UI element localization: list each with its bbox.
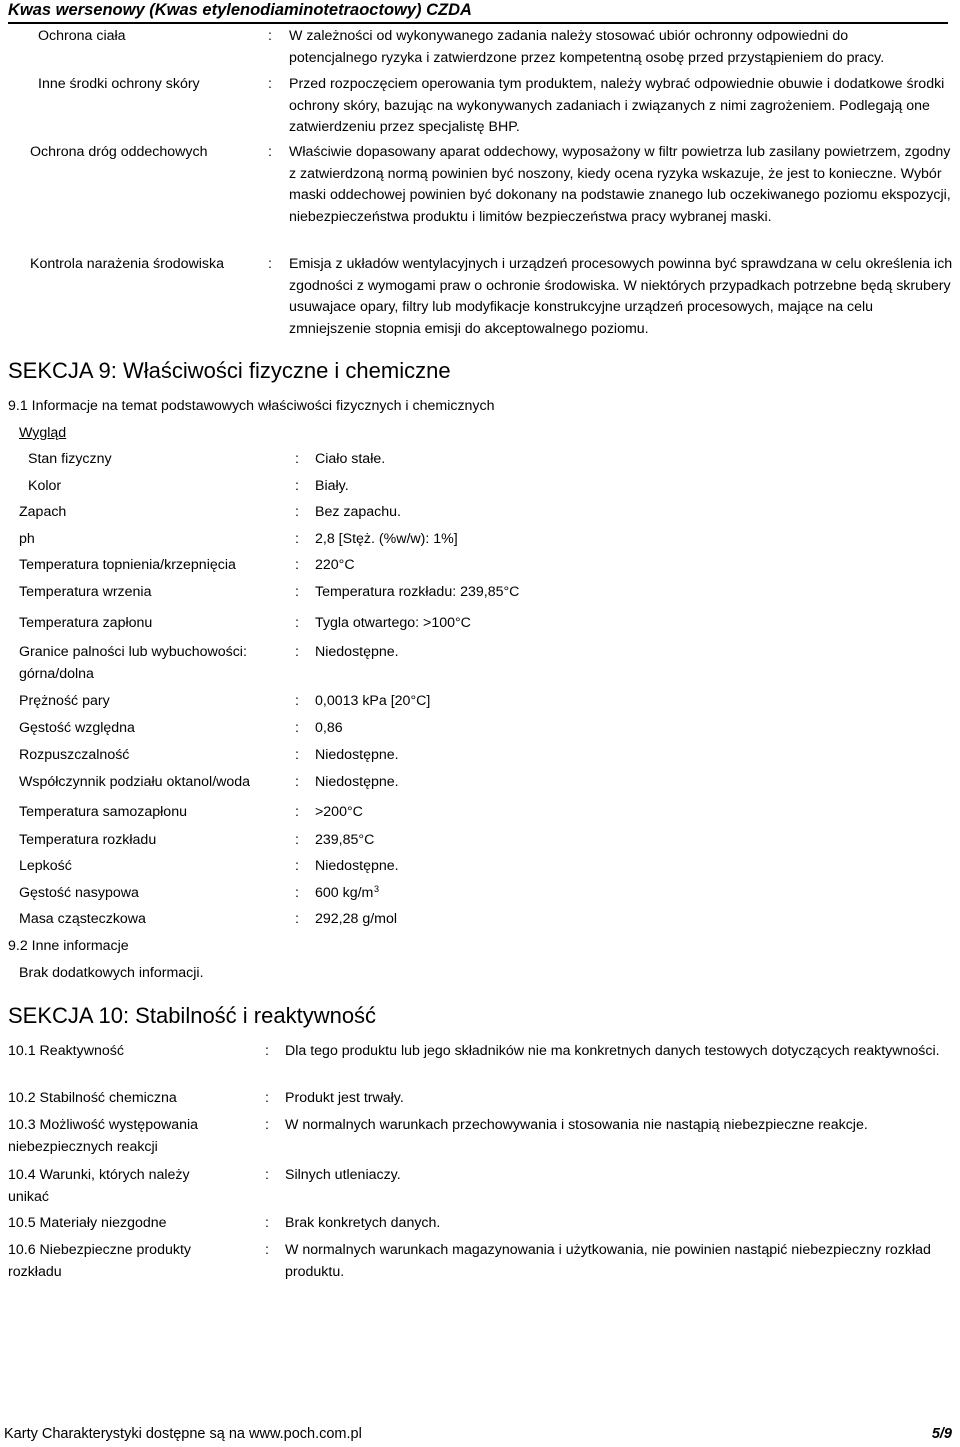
stability-value: Brak konkretych danych. bbox=[285, 1215, 441, 1231]
colon: : bbox=[295, 644, 299, 660]
protection-label: Ochrona ciała bbox=[38, 28, 126, 44]
property-label: Temperatura topnienia/krzepnięcia bbox=[19, 557, 236, 573]
protection-label: Ochrona dróg oddechowych bbox=[30, 144, 208, 160]
property-label: ph bbox=[19, 531, 35, 547]
protection-value: Przed rozpoczęciem operowania tym produktem, należy wybrać odpowiednie obuwie i dodatkowe środki ochrony skóry, bazując na wykonywanych zadaniach i związanych z nimi zagrożeniem. Podlegają one zatwierdzeniu przez specjalistę BHP. bbox=[289, 76, 945, 135]
appearance-heading: Wygląd bbox=[19, 425, 67, 441]
property-value: Tygla otwartego: >100°C bbox=[315, 615, 471, 631]
colon: : bbox=[295, 858, 299, 874]
colon: : bbox=[268, 28, 272, 44]
property-value: Niedostępne. bbox=[315, 747, 399, 763]
colon: : bbox=[295, 478, 299, 494]
property-value: Niedostępne. bbox=[315, 774, 399, 790]
colon: : bbox=[265, 1043, 269, 1059]
colon: : bbox=[295, 747, 299, 763]
property-label: Kolor bbox=[28, 478, 62, 494]
stability-label: 10.5 Materiały niezgodne bbox=[8, 1215, 167, 1231]
protection-value: Emisja z układów wentylacyjnych i urządzeń procesowych powinna być sprawdzana w celu określenia ich zgodności z wymogami praw o ochronie środowiska. W niektórych przypadkach potrzebne będą skrubery usuwajace opary, filtry lub modyfikacje konstrukcyjne urządzeń procesowych, mające na celu zmniejszenie stopnia emisji do akceptowalnego poziomu. bbox=[289, 256, 953, 337]
property-label: Masa cząsteczkowa bbox=[19, 911, 146, 927]
protection-label: Inne środki ochrony skóry bbox=[38, 76, 200, 92]
stability-value: Produkt jest trwały. bbox=[285, 1090, 404, 1106]
property-label: Temperatura zapłonu bbox=[19, 615, 153, 631]
property-value: Niedostępne. bbox=[315, 858, 399, 874]
property-label: Temperatura wrzenia bbox=[19, 584, 152, 600]
page-number: 5/9 bbox=[931, 1426, 952, 1442]
property-value: 600 kg/m bbox=[315, 885, 374, 901]
stability-label: 10.2 Stabilność chemiczna bbox=[8, 1090, 177, 1106]
property-value: Temperatura rozkładu: 239,85°C bbox=[315, 584, 520, 600]
property-label: Współczynnik podziału oktanol/woda bbox=[19, 774, 251, 790]
stability-label: 10.6 Niebezpieczne produkty rozkładu bbox=[8, 1242, 191, 1280]
section-9-1-heading: 9.1 Informacje na temat podstawowych właściwości fizycznych i chemicznych bbox=[8, 398, 495, 414]
stability-value: Silnych utleniaczy. bbox=[285, 1167, 401, 1183]
colon: : bbox=[295, 584, 299, 600]
property-label: Zapach bbox=[19, 504, 67, 520]
colon: : bbox=[295, 693, 299, 709]
protection-row-skin bbox=[0, 74, 960, 140]
stability-label: 10.4 Warunki, których należy unikać bbox=[8, 1167, 190, 1205]
property-value: 2,8 [Stęż. (%w/w): 1%] bbox=[315, 531, 458, 547]
property-value: Ciało stałe. bbox=[315, 451, 386, 467]
colon: : bbox=[295, 557, 299, 573]
protection-row-respiratory bbox=[0, 142, 960, 250]
footer-text: Karty Charakterystyki dostępne są na www.poch.com.pl bbox=[4, 1426, 362, 1442]
property-value: 0,86 bbox=[315, 720, 343, 736]
colon: : bbox=[295, 832, 299, 848]
stability-label: 10.1 Reaktywność bbox=[8, 1043, 124, 1059]
colon: : bbox=[265, 1215, 269, 1231]
property-label: Temperatura samozapłonu bbox=[19, 804, 187, 820]
colon: : bbox=[295, 615, 299, 631]
colon: : bbox=[265, 1242, 269, 1258]
property-value: 292,28 g/mol bbox=[315, 911, 398, 927]
colon: : bbox=[268, 76, 272, 92]
colon: : bbox=[295, 774, 299, 790]
section-10-title: SEKCJA 10: Stabilność i reaktywność bbox=[8, 1003, 377, 1028]
protection-row-environment bbox=[0, 254, 960, 342]
other-info-text: Brak dodatkowych informacji. bbox=[19, 965, 204, 981]
property-label: Granice palności lub wybuchowości: górna/dolna bbox=[19, 644, 247, 682]
property-label: Lepkość bbox=[19, 858, 72, 874]
colon: : bbox=[265, 1167, 269, 1183]
protection-value: W zależności od wykonywanego zadania należy stosować ubiór ochronny odpowiedni do potencjalnego ryzyka i zatwierdzone przez kompetentną osobę przed przystąpieniem do pracy. bbox=[289, 28, 885, 66]
property-label: Stan fizyczny bbox=[28, 451, 112, 467]
protection-value: Właściwie dopasowany aparat oddechowy, wyposażony w filtr powietrza lub zasilany powietrzem, zgodny z zatwierdzoną normą powinien być noszony, kiedy ocena ryzyka wskazuje, że jest to konieczne. Wybór maski oddechowej powinien być dokonany na podstawie znanego lub oczekiwanego poziomu ekspozycji, niebezpieczeństwa produktu i limitów bezpieczeństwa pracy wybranej maski. bbox=[289, 144, 951, 225]
colon: : bbox=[265, 1090, 269, 1106]
stability-value: Dla tego produktu lub jego składników nie ma konkretnych danych testowych dotyczących reaktywności. bbox=[285, 1043, 940, 1059]
colon: : bbox=[295, 531, 299, 547]
property-value: >200°C bbox=[315, 804, 363, 820]
colon: : bbox=[295, 720, 299, 736]
document-title: Kwas wersenowy (Kwas etylenodiaminotetraoctowy) CZDA bbox=[8, 0, 948, 24]
property-value: 239,85°C bbox=[315, 832, 375, 848]
property-value: Biały. bbox=[315, 478, 349, 494]
section-9-2-heading: 9.2 Inne informacje bbox=[8, 938, 129, 954]
property-label: Gęstość nasypowa bbox=[19, 885, 139, 901]
colon: : bbox=[295, 804, 299, 820]
property-value: Niedostępne. bbox=[315, 644, 399, 660]
property-label: Gęstość względna bbox=[19, 720, 135, 736]
stability-label: 10.3 Możliwość występowania niebezpiecznych reakcji bbox=[8, 1117, 199, 1155]
property-label: Rozpuszczalność bbox=[19, 747, 130, 763]
stability-value: W normalnych warunkach przechowywania i stosowania nie nastąpią niebezpieczne reakcje. bbox=[285, 1117, 868, 1133]
property-value: 220°C bbox=[315, 557, 355, 573]
section-9-title: SEKCJA 9: Właściwości fizyczne i chemiczne bbox=[8, 358, 451, 383]
property-value: 0,0013 kPa [20°C] bbox=[315, 693, 431, 709]
colon: : bbox=[295, 451, 299, 467]
colon: : bbox=[295, 911, 299, 927]
property-value: Bez zapachu. bbox=[315, 504, 401, 520]
property-label: Temperatura rozkładu bbox=[19, 832, 157, 848]
colon: : bbox=[295, 504, 299, 520]
property-label: Prężność pary bbox=[19, 693, 110, 709]
colon: : bbox=[268, 256, 272, 272]
colon: : bbox=[268, 144, 272, 160]
protection-row-body bbox=[0, 26, 960, 70]
colon: : bbox=[295, 885, 299, 901]
protection-label: Kontrola narażenia środowiska bbox=[30, 256, 225, 272]
stability-value: W normalnych warunkach magazynowania i użytkowania, nie powinien nastąpić niebezpieczny rozkład produktu. bbox=[285, 1242, 931, 1280]
colon: : bbox=[265, 1117, 269, 1133]
